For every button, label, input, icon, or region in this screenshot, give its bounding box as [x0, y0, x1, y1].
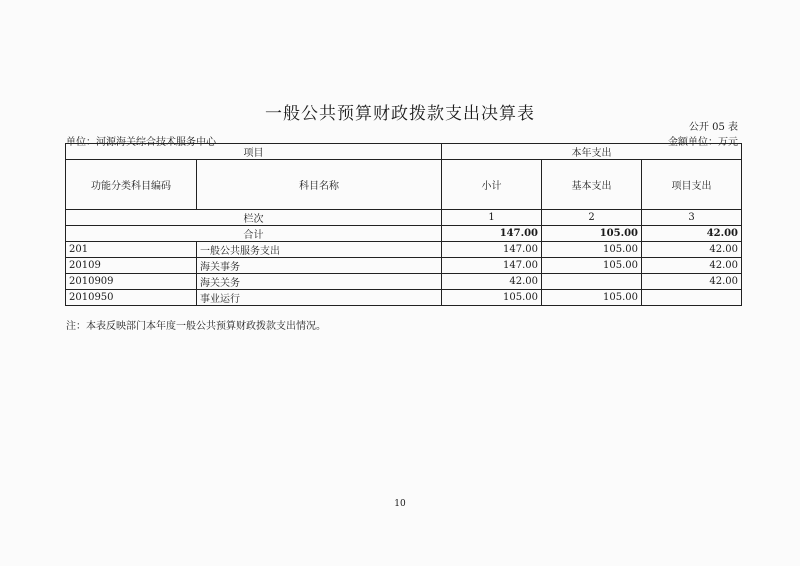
row-name: 海关事务	[197, 258, 442, 274]
col-index-3: 3	[642, 210, 742, 226]
row-subtotal: 147.00	[442, 258, 542, 274]
row-subtotal: 147.00	[442, 242, 542, 258]
total-row	[66, 226, 742, 242]
row-code: 2010909	[66, 274, 197, 290]
form-number: 公开 05 表	[688, 122, 738, 133]
header-row-1	[66, 144, 742, 160]
row-project: 42.00	[642, 274, 742, 290]
row-code: 20109	[66, 258, 197, 274]
col-index-label: 栏次	[66, 210, 442, 226]
row-basic: 105.00	[542, 258, 642, 274]
table-row	[66, 274, 742, 290]
expenditure-table	[65, 143, 742, 306]
amount-unit: 金额单位：万元	[668, 137, 738, 148]
header-item: 项目	[66, 144, 442, 160]
header-current-year: 本年支出	[442, 144, 742, 160]
row-project: 42.00	[642, 258, 742, 274]
header-row-2	[66, 160, 742, 210]
total-subtotal: 147.00	[442, 226, 542, 242]
page-number: 10	[394, 499, 406, 509]
row-code: 201	[66, 242, 197, 258]
reporting-unit: 单位：河源海关综合技术服务中心	[66, 137, 216, 148]
row-code: 2010950	[66, 290, 197, 306]
row-project: 42.00	[642, 242, 742, 258]
header-basic: 基本支出	[542, 160, 642, 210]
header-subject-name: 科目名称	[197, 160, 442, 210]
row-basic: 105.00	[542, 290, 642, 306]
header-subtotal: 小计	[442, 160, 542, 210]
row-name: 事业运行	[197, 290, 442, 306]
table-row	[66, 290, 742, 306]
row-name: 一般公共服务支出	[197, 242, 442, 258]
row-basic: 105.00	[542, 242, 642, 258]
row-project	[642, 290, 742, 306]
table-row	[66, 258, 742, 274]
total-basic: 105.00	[542, 226, 642, 242]
page-title: 一般公共预算财政拨款支出决算表	[265, 104, 535, 124]
total-label: 合计	[66, 226, 442, 242]
row-subtotal: 42.00	[442, 274, 542, 290]
row-basic	[542, 274, 642, 290]
total-project: 42.00	[642, 226, 742, 242]
row-name: 海关关务	[197, 274, 442, 290]
column-index-row	[66, 210, 742, 226]
header-func-code: 功能分类科目编码	[66, 160, 197, 210]
header-project: 项目支出	[642, 160, 742, 210]
col-index-1: 1	[442, 210, 542, 226]
table-row	[66, 242, 742, 258]
row-subtotal: 105.00	[442, 290, 542, 306]
col-index-2: 2	[542, 210, 642, 226]
table-note: 注：本表反映部门本年度一般公共预算财政拨款支出情况。	[66, 321, 326, 332]
